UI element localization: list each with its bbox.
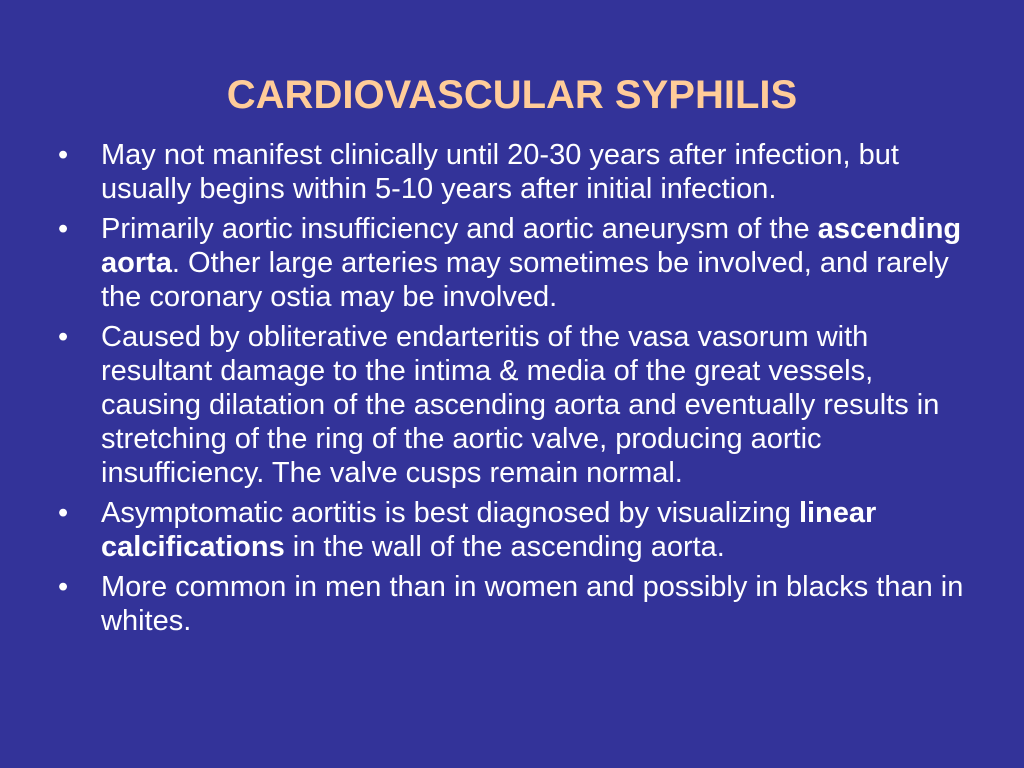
bullet-list: [58, 138, 968, 644]
bullet-text: Caused by obliterative endarteritis of the vasa vasorum with resultant damage to the intima & media of the great vessels, causing dilatation of the ascending aorta and eventually results in stretching of the ring of the aortic valve, producing aortic insufficiency. The valve cusps remain normal.: [101, 321, 940, 489]
bullet-text-bold: ascending aorta: [101, 213, 962, 279]
bullet-dot-icon: •: [58, 139, 69, 171]
bullet-item: [58, 138, 968, 206]
bullet-dot-icon: •: [58, 213, 69, 245]
bullet-dot-icon: •: [58, 321, 69, 353]
bullet-text-pre: Asymptomatic aortitis is best diagnosed by visualizing: [101, 497, 799, 529]
bullet-item: [58, 496, 968, 564]
bullet-item: [58, 320, 968, 490]
slide-title: CARDIOVASCULAR SYPHILIS: [226, 73, 798, 117]
bullet-text: More common in men than in women and possibly in blacks than in whites.: [101, 571, 964, 637]
bullet-text-pre: Primarily aortic insufficiency and aortic aneurysm of the: [101, 213, 818, 245]
bullet-text: May not manifest clinically until 20-30 years after infection, but usually begins within 5-10 years after initial infection.: [101, 139, 899, 205]
bullet-text-post: in the wall of the ascending aorta.: [284, 531, 725, 563]
bullet-dot-icon: •: [58, 497, 69, 529]
bullet-text-bold: linear calcifications: [101, 497, 877, 563]
bullet-item: [58, 212, 968, 314]
bullet-text-post: . Other large arteries may sometimes be involved, and rarely the coronary ostia may be involved.: [101, 247, 949, 313]
bullet-dot-icon: •: [58, 571, 69, 603]
bullet-item: [58, 570, 968, 638]
